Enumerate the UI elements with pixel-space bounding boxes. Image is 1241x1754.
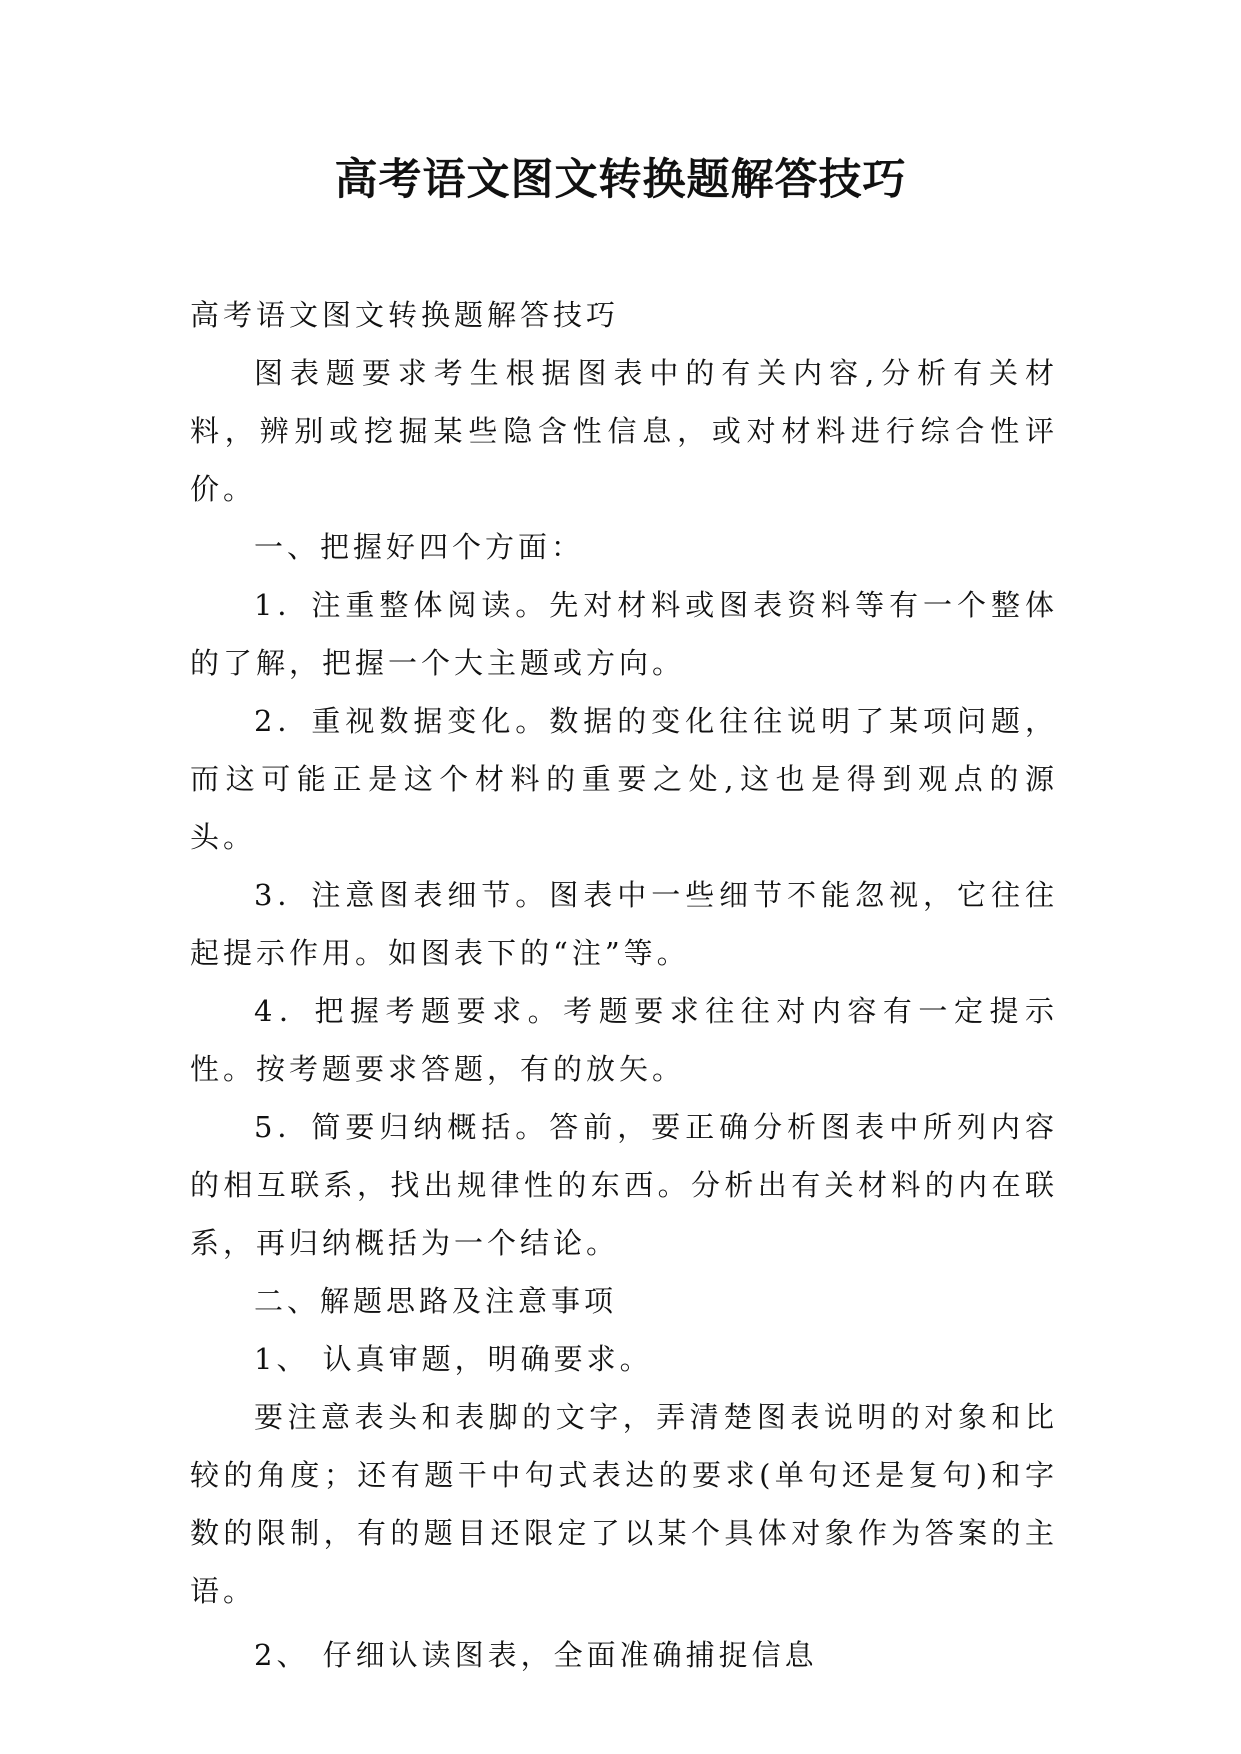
step-2-heading: 2、 仔细认读图表，全面准确捕捉信息	[254, 1638, 818, 1672]
list-item-3: 3．注意图表细节。图表中一些细节不能忽视，它往往起提示作用。如图表下的“注”等。	[190, 878, 1058, 970]
list-item-5: 5．简要归纳概括。答前，要正确分析图表中所列内容的相互联系，找出规律性的东西。分析出有关材料的内在联系，再归纳概括为一个结论。	[190, 1110, 1058, 1260]
section-heading-one: 一、把握好四个方面：	[254, 530, 585, 564]
list-item-2: 2．重视数据变化。数据的变化往往说明了某项问题，而这可能正是这个材料的重要之处,这也是得到观点的源头。	[190, 704, 1058, 854]
document-title: 高考语文图文转换题解答技巧	[334, 155, 907, 205]
paragraph-heading-repeat: 高考语文图文转换题解答技巧	[190, 298, 620, 332]
paragraph-intro: 图表题要求考生根据图表中的有关内容,分析有关材料，辨别或挖掘某些隐含性信息，或对材料进行综合性评价。	[190, 356, 1058, 506]
section-heading-two: 二、解题思路及注意事项	[254, 1284, 618, 1318]
list-item-4: 4．把握考题要求。考题要求往往对内容有一定提示性。按考题要求答题，有的放矢。	[190, 994, 1058, 1086]
document-body	[190, 286, 1058, 1684]
list-item-1: 1．注重整体阅读。先对材料或图表资料等有一个整体的了解，把握一个大主题或方向。	[190, 588, 1058, 680]
step-1-detail: 要注意表头和表脚的文字，弄清楚图表说明的对象和比较的角度；还有题干中句式表达的要求(单句还是复句)和字数的限制，有的题目还限定了以某个具体对象作为答案的主语。	[190, 1400, 1058, 1608]
step-1-heading: 1、 认真审题，明确要求。	[254, 1342, 653, 1376]
